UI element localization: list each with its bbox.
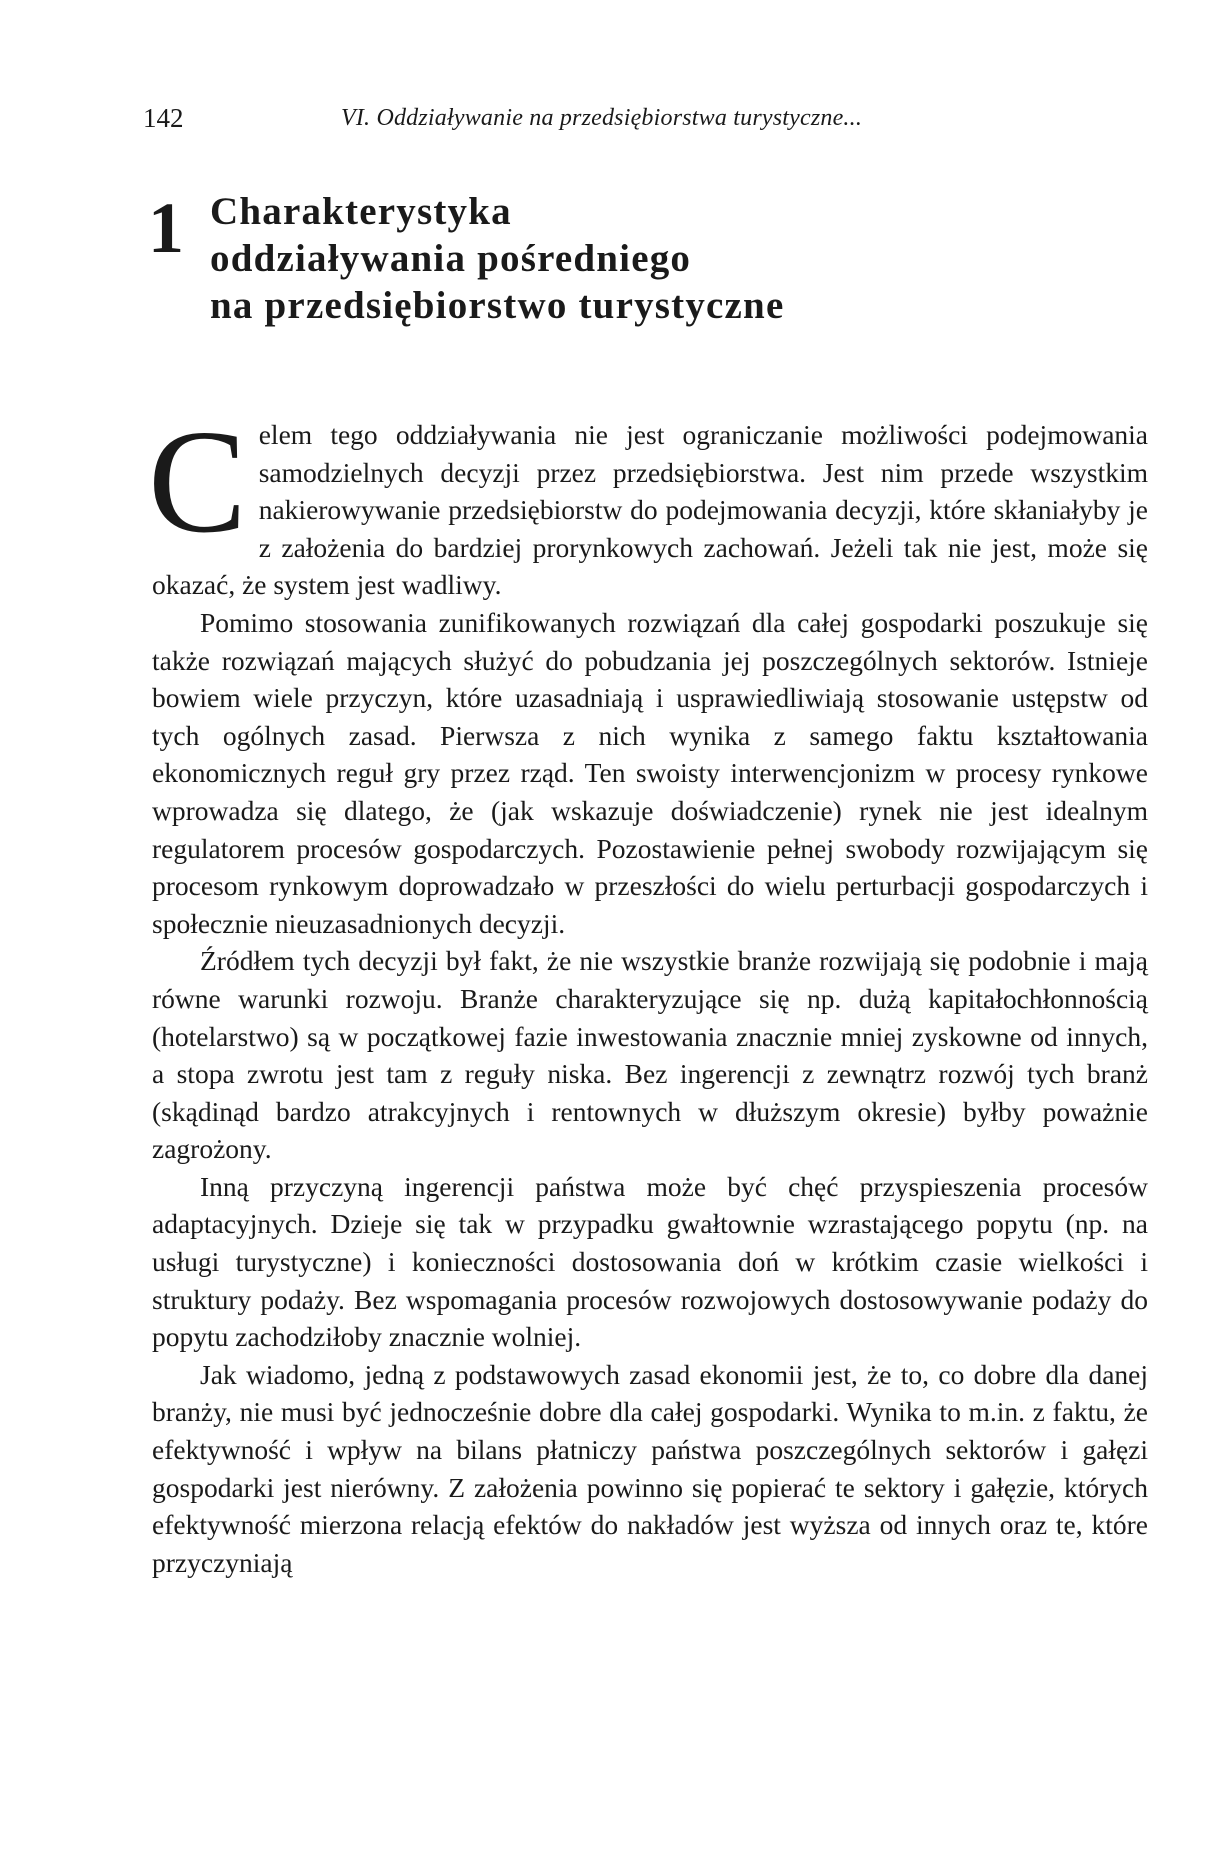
page-number: 142 (143, 103, 184, 133)
paragraph: Źródłem tych decyzji był fakt, że nie wszystkie branże rozwijają się podobnie i mają równe warunki rozwoju. Branże charakteryzujące się np. dużą kapitałochłonnością (hotelarstwo) są w początkowej fazie inwestowania znacznie mniej zyskowne od innych, a stopa zwrotu jest tam z reguły niska. Bez ingerencji z zewnątrz rozwój tych branż (skądinąd bardzo atrakcyjnych i rentownych w dłuższym okresie) byłby poważnie zagrożony. (152, 945, 1148, 1165)
chapter-title-line: Charakterystyka (210, 190, 512, 233)
paragraph: Inną przyczyną ingerencji państwa może być chęć przyspieszenia procesów adaptacyjnych. Dzieje się tak w przypadku gwałtownie wzrastającego popytu (np. na usługi turystyczne) i konieczności dostosowania doń w krótkim czasie wielkości i struktury podaży. Bez wspomagania procesów rozwojowych dostosowywanie podaży do popytu zachodziłoby znacznie wolniej. (152, 1170, 1148, 1353)
paragraph-text: elem tego oddziaływania nie jest ograniczanie możliwości podejmowania samodzielnych decyzji przez przedsiębiorstwa. Jest nim przede wszystkim nakierowywanie przedsiębiorstw do podejmowania decyzji, które skłaniałyby je z założenia do bardziej prorynkowych zachowań. Jeżeli tak nie jest, może się okazać, że system jest wadliwy. (152, 419, 1148, 601)
body-text (148, 400, 1148, 1581)
page-header (143, 103, 1063, 143)
running-head: VI. Oddziaływanie na przedsiębiorstwa turystyczne... (341, 105, 863, 131)
chapter-title-line: oddziaływania pośredniego (210, 237, 692, 280)
chapter-title (210, 188, 784, 329)
chapter-number: 1 (148, 188, 184, 268)
chapter-title-line: na przedsiębiorstwo turystyczne (210, 284, 785, 327)
paragraph: Jak wiadomo, jedną z podstawowych zasad ekonomii jest, że to, co dobre dla danej branży, nie musi być jednocześnie dobre dla całej gospodarki. Wynika to m.in. z faktu, że efektywność i wpływ na bilans płatniczy państwa poszczególnych sektorów i gałęzi gospodarki jest nierówny. Z założenia powinno się popierać te sektory i gałęzie, których efektywność mierzona relacją efektów do nakładów jest wyższa od innych oraz te, które przyczyniają (152, 1358, 1148, 1578)
paragraph: Pomimo stosowania zunifikowanych rozwiązań dla całej gospodarki poszukuje się także rozwiązań mających służyć do pobudzania jej poszczególnych sektorów. Istnieje bowiem wiele przyczyn, które uzasadniają i usprawiedliwiają stosowanie ustępstw od tych ogólnych zasad. Pierwsza z nich wynika z samego faktu kształtowania ekonomicznych reguł gry przez rząd. Ten swoisty interwencjonizm w procesy rynkowe wprowadza się dlatego, że (jak wskazuje doświadczenie) rynek nie jest idealnym regulatorem procesów gospodarczych. Pozostawienie pełnej swobody rozwijającym się procesom rynkowym doprowadzało w przeszłości do wielu perturbacji gospodarczych i społecznie nieuzasadnionych decyzji. (152, 606, 1148, 939)
paragraph (148, 400, 1148, 604)
drop-cap: C (148, 400, 247, 564)
chapter-heading (148, 188, 1048, 348)
